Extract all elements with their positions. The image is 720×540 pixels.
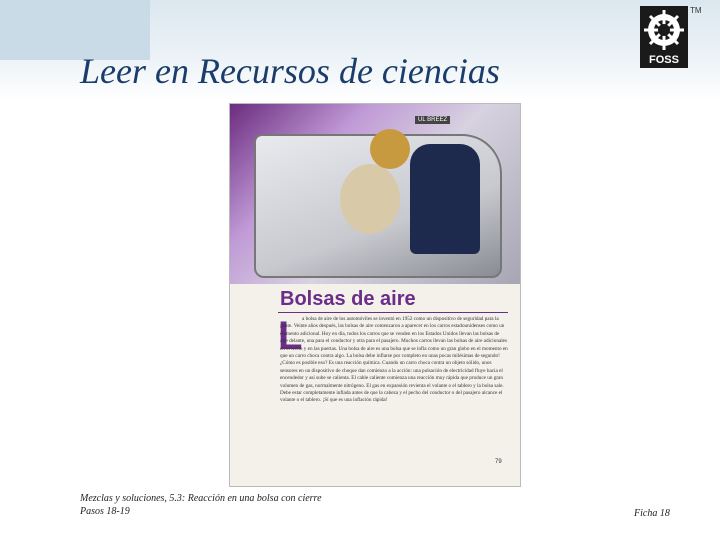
foss-logo-icon [640,6,688,68]
page-number: 79 [495,459,502,465]
caption-line-2: Pasos 18-19 [80,506,130,517]
slide-caption [80,492,322,518]
crash-test-photo [230,104,520,284]
heading-rule [278,312,508,313]
caption-line-1: Mezclas y soluciones, 5.3: Reacción en una bolsa con cierre [80,493,322,504]
slide-title: Leer en Recursos de ciencias [80,51,500,91]
car-seat [410,144,480,254]
logo-text: FOSS [649,54,679,66]
crash-dummy-head [370,129,410,169]
drop-cap: L [278,314,303,358]
page-body-text: a bolsa de aire de los automóviles se inventó en 1952 como un dispositivo de seguridad para la gente. Veinte años después, las bolsas de aire comenzaron a aparecer en los carros estadounidenses como un elemento adicional. Hoy en día, todos los carros que se venden en los Estados Unidos llevan las bolsas de aire delante, una para el conductor y otra para el pasajero. Muchos carros llevan las bolsas de aire adicionales en el techo y en las puertas. Una bolsa de aire es una bolsa que se infla como un gran globo en el momento en que un carro choca contra algo. La bolsa debe inflarse por completo en unas pocas milésimas de segundo! ¿Cómo es posible eso? Es una reacción química. Cuando un carro choca contra un objeto sólido, unos sensores en un dispositivo de choque dan comienzo a la acción: una pulsación de electricidad fluye hacia el encendedor y así sube se calienta. El cable caliente comienza una reacción muy rápida que produce un gran volumen de gas, normalmente nitrógeno. El gas en expansión revienta el volante o el tablero y la bolsa sale. Debe estar completamente inflada antes de que la cabeza y el pecho del conductor o del pasajero alcance el volante o el tablero. ¡Sí que es una inflación rápida! [280,316,508,404]
book-page [229,103,521,487]
ficha-label: Ficha 18 [634,508,670,519]
photo-tag: UL BREEZ [415,116,450,124]
page-heading: Bolsas de aire [280,288,416,310]
airbag-shape [340,164,400,234]
trademark-mark: TM [690,6,702,15]
